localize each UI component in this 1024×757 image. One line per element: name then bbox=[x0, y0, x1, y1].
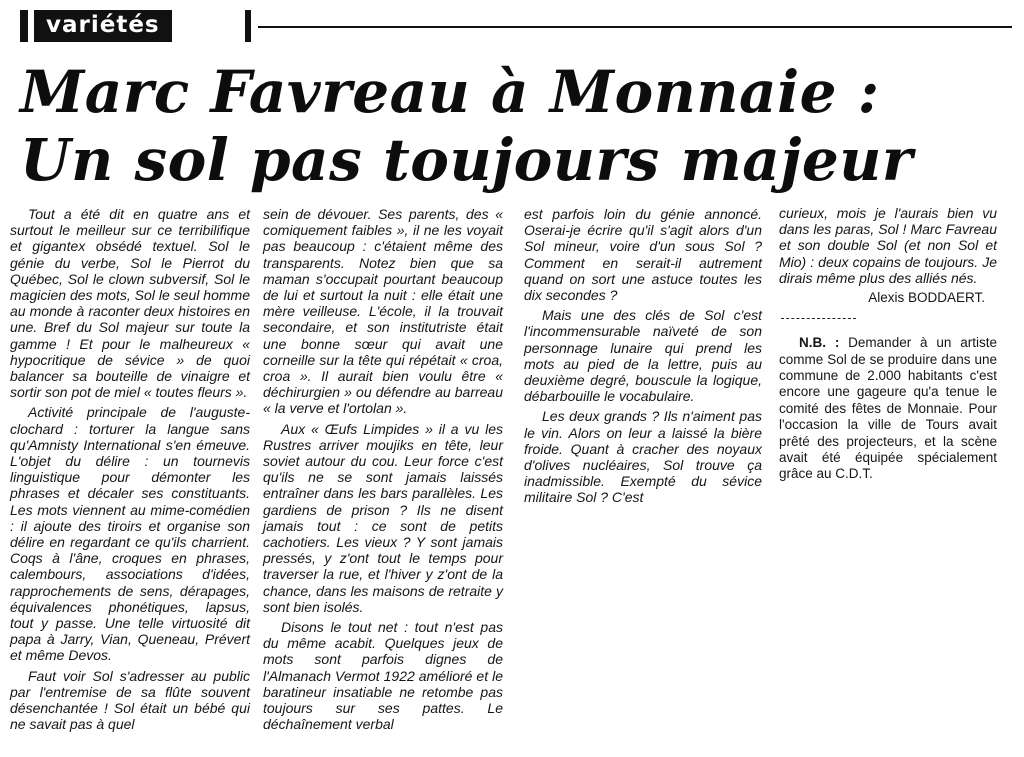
header-bar-left bbox=[20, 10, 28, 42]
article-headline bbox=[20, 58, 1010, 194]
author-signature: Alexis BODDAERT. bbox=[868, 290, 985, 306]
note-text: Demander à un artiste comme Sol de se produire dans une commune de 2.000 habitants c'est encore une gageure qu'a tenue le comité des fêtes de Monnaie. Pour l'occasion la ville de Tours avait prêté des projecteurs, et la scène avait été équipée spécialement grâce au C.D.T. bbox=[779, 335, 997, 482]
paragraph: Aux « Œufs Limpides » il a vu les Rustres arriver moujiks en tête, leur soviet autour du cou. Leur force c'est qu'ils ne se sont jamais laissés entraîner dans les bars parallèles. Les gardiens de prison ? Ils ne disent jamais tout : ce sont de petits cachotiers. Les vieux ? Y sont jamais pressés, y z'ont tout le temps pour traverser la rue, et l'hiver y z'ont de la chance, dans les maisons de retraite y sont bien isolés. bbox=[263, 420, 503, 615]
article-column-4 bbox=[779, 205, 997, 487]
paragraph: sein de dévouer. Ses parents, des « comiquement faibles », il ne les voyait pas beaucoup : c'étaient même des transparents. Notez bien que sa maman s'occupait pourtant beaucoup de lui et surtout la nuit : elle était une mère veilleuse. L'école, il la trouvait secondaire, et son institutriste était une bonne sœur qui avait une corneille sur la tête qui répétait « croa, croa ». Il aurait bien voulu être « déchirurgien » ou défendre au barreau « la verve et l'ortolan ». bbox=[263, 206, 503, 417]
paragraph: Les deux grands ? Ils n'aiment pas le vin. Alors on leur a laissé la bière froide. Quant à cracher des noyaux d'olives nucléaires, Sol trouve ça inadmissible. Exempté du sévice militaire Sol ? C'est bbox=[524, 408, 762, 506]
section-header bbox=[20, 8, 1012, 44]
headline-line-2: Un sol pas toujours majeur bbox=[20, 126, 913, 194]
editor-note bbox=[779, 335, 997, 483]
article-column-1 bbox=[10, 206, 250, 737]
header-rule bbox=[258, 26, 1012, 28]
paragraph: Mais une des clés de Sol c'est l'incommensurable naïveté de son personnage lunaire qui prend les mots au pied de la lettre, puis au deuxième degré, bouscule la logique, débarbouille le vocabulaire. bbox=[524, 307, 762, 405]
section-rubric: variétés bbox=[34, 10, 172, 42]
paragraph: curieux, mois je l'aurais bien vu dans les paras, Sol ! Marc Favreau et son double Sol (et non Sol et Mio) : deux copains de toujours. Je dirais même plus des alliés nés. bbox=[779, 205, 997, 286]
header-bar-right bbox=[245, 10, 251, 42]
paragraph: Disons le tout net : tout n'est pas du même acabit. Quelques jeux de mots sont parfois dignes de l'Almanach Vermot 1922 amélioré et le baratineur insatiable ne retombe pas toujours sur ses pattes. Le déchaînement verbal bbox=[263, 619, 503, 733]
article-column-2 bbox=[263, 206, 503, 737]
signature-divider bbox=[781, 318, 856, 319]
article-column-3 bbox=[524, 206, 762, 510]
note-label: N.B. : bbox=[799, 335, 840, 351]
paragraph: Tout a été dit en quatre ans et surtout le meilleur sur ce terribilifique et gigantex obsédé textuel. Sol le génie du verbe, Sol le Pierrot du Québec, Sol le clown subversif, Sol le magicien des mots, Sol le seul homme au monde à raconter deux histoires en une. Bref du Sol majeur sur toute la gamme ! Et pour le malheureux « hypocritique de sévice » de quoi balancer sa bouteille de vinaigre et sortir son pot de miel « toutes fleurs ». bbox=[10, 206, 250, 401]
paragraph: Activité principale de l'auguste-clochard : torturer la langue sans qu'Amnisty International s'en émeuve. L'objet du délire : un tournevis linguistique pour démonter les phrases et décaler ses constituants. Les mots viennent au mime-comédien : il ajoute des tiroirs et organise son délire en regardant ce qu'ils charrient. Coqs à l'âne, croques en phrases, calembours, associations d'idées, rapprochements de sens, dérapages, équivalences phonétiques, lapsus, tout y passe. Une telle virtuosité dit papa à Jarry, Vian, Queneau, Prévert et même Devos. bbox=[10, 404, 250, 664]
paragraph: Faut voir Sol s'adresser au public par l'entremise de sa flûte souvent désenchantée ! Sol était un bébé qui ne savait pas à quel bbox=[10, 667, 250, 733]
paragraph: est parfois loin du génie annoncé. Oserai-je écrire qu'il s'agit alors d'un Sol mineur, voire d'un sous Sol ? Comment en serait-il autrement quand on sort une astuce toutes les dix secondes ? bbox=[524, 206, 762, 304]
headline-line-1: Marc Favreau à Monnaie : bbox=[20, 58, 880, 126]
